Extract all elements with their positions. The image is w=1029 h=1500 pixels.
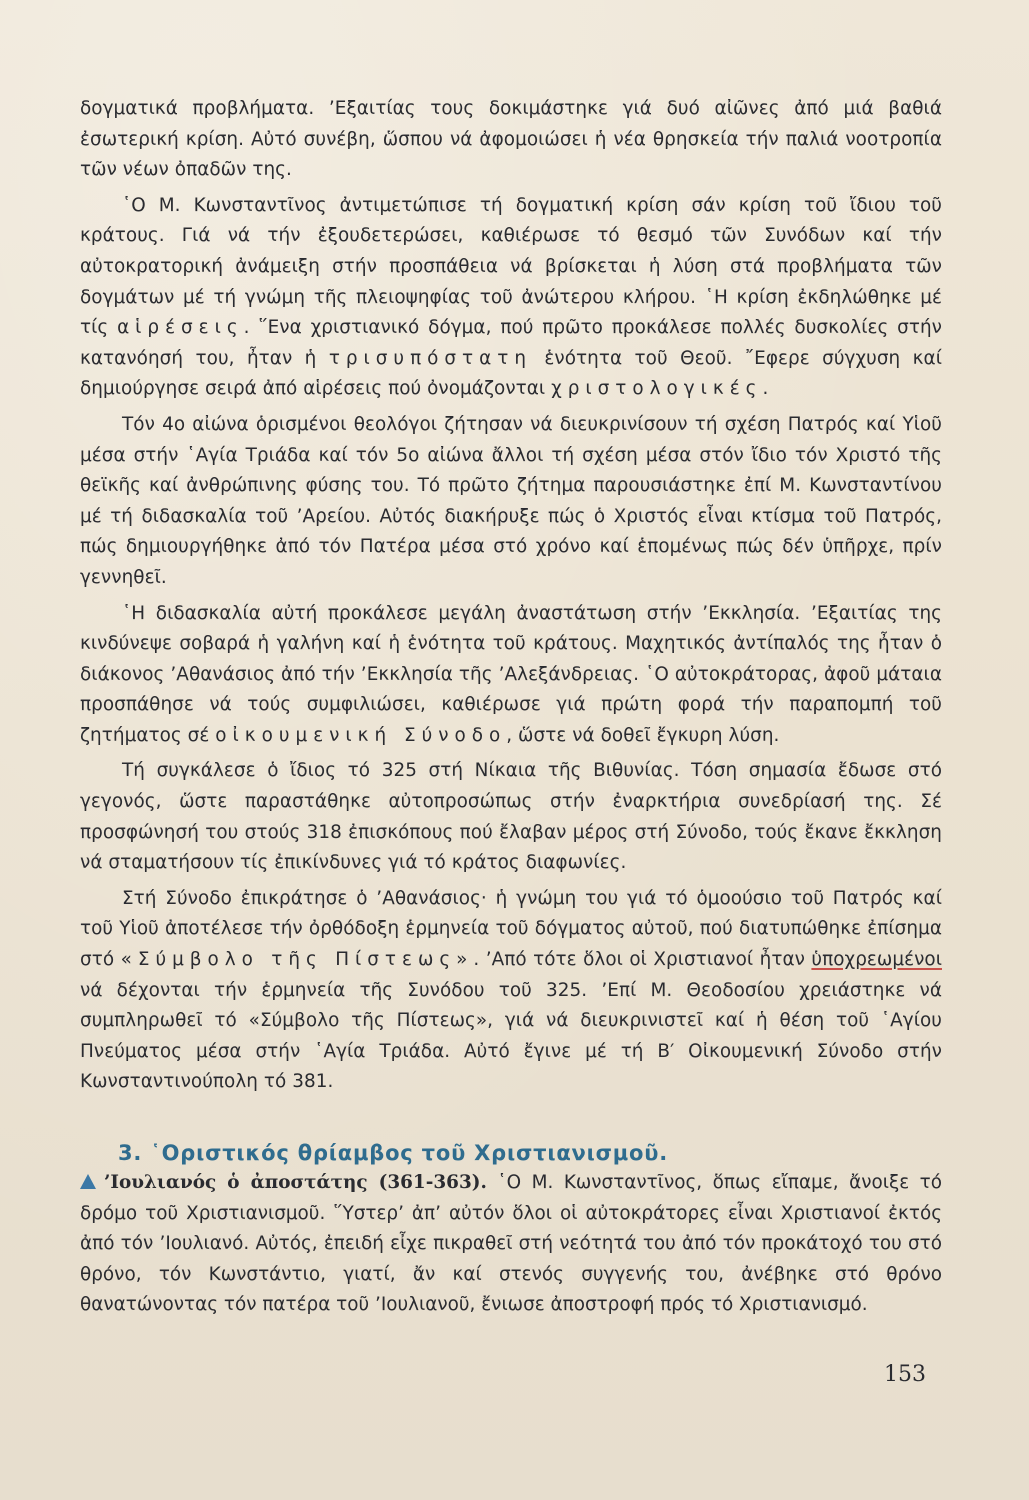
p6-spaced-term-creed: «Σύμβολο τῆς Πίστεως» (120, 949, 474, 971)
p3-text: Τόν 4ο αἰώνα ὁρισμένοι θεολόγοι ζήτησαν νά διευκρινίσουν τή σχέση Πατρός καί Υἱοῦ μέσα στήν ῾Αγία Τριάδα καί τόν 5ο αἰώνα ἄλλοι τή σχέση μέσα στόν ἴδιο τόν Χριστό τῆς θεϊκῆς καί ἀνθρώπινης φύσης του. Τό πρῶτο ζήτημα παρουσιάστηκε ἐπί Μ. Κωνσταντίνου μέ τή διδασκαλία τοῦ ’Αρείου. Αὐτός διακήρυξε πώς ὁ Χριστός εἶναι κτίσμα τοῦ Πατρός, πώς δημιουργήθηκε ἀπό τόν Πατέρα μέσα στό χρόνο καί ἑπομένως πώς δέν ὑπῆρχε, πρίν γεννηθεῖ. (80, 413, 942, 588)
run-in-heading: ’Ιουλιανός ὁ ἀποστάτης (361-363). (104, 1172, 487, 1193)
page-number: 153 (884, 1362, 926, 1387)
paragraph-2 (80, 191, 942, 405)
p5-text: Τή συγκάλεσε ὁ ἴδιος τό 325 στή Νίκαια τῆς Βιθυνίας. Τόση σημασία ἔδωσε στό γεγονός, ὥστε παραστάθηκε αὐτοπροσώπως στήν ἐναρκτήρια συνεδρίασή της. Σέ προσφώνησή του στούς 318 ἐπισκόπους πού ἔλαβαν μέρος στή Σύνοδο, τούς ἔκανε ἔκκληση νά σταματήσουν τίς ἐπικίνδυνες γιά τό κράτος διαφωνίες. (80, 760, 942, 874)
p6-text-1: Στή Σύνοδο ἐπικράτησε ὁ ’Αθανάσιος· ἡ γνώμη του γιά τό ὁμοούσιο τοῦ Πατρός καί τοῦ Υἱοῦ ἀποτέλεσε τήν ὀρθόδοξη ἑρμηνεία τοῦ δόγματος αὐτοῦ, πού διατυπώθηκε ἐπίσημα στό (80, 887, 942, 971)
p6-pen-underlined-word: ὑποχρεωμένοι (811, 949, 942, 971)
paragraph-4 (80, 599, 942, 752)
paragraph-1 (80, 94, 942, 186)
triangle-icon (80, 1174, 96, 1189)
p4-spaced-term-ecumenical-synod: οἰκουμενική Σύνοδο (215, 724, 507, 746)
paragraph-3 (80, 410, 942, 594)
main-text (80, 94, 942, 1103)
p2-spaced-term-trinity: τρισυπόστατη (328, 347, 532, 369)
p4-text-1: ῾Η διδασκαλία αὐτή προκάλεσε μεγάλη ἀναστάτωση στήν ’Εκκλησία. ’Εξαιτίας της κινδύνεψε σοβαρά ἡ γαλήνη καί ἡ ἑνότητα τοῦ κράτους. Μαχητικός ἀντίπαλός της ἦταν ὁ διάκονος ’Αθανάσιος ἀπό τήν ’Εκκλησία τῆς ’Αλεξάνδρειας. ῾Ο αὐτοκράτορας, ἀφοῦ μάταια προσπάθησε νά τούς συμφιλιώσει, καθιέρωσε γιά πρώτη φορά τήν παραπομπή τοῦ ζητήματος σέ (80, 602, 942, 746)
p2-text-1: ῾Ο Μ. Κωνσταντῖνος ἀντιμετώπισε τή δογματική κρίση σάν κρίση τοῦ ἴδιου τοῦ κράτους. Γιά νά τήν ἐξουδετερώσει, καθιέρωσε τό θεσμό τῶν Συνόδων καί τήν αὐτοκρατορική ἀνάμειξη στήν προσπάθεια νά βρίσκεται ἡ λύση στά προβλήματα τῶν δογμάτων μέ τή γνώμη τῆς πλειοψηφίας τοῦ ἀνώτερου κλήρου. ῾Η κρίση ἐκδηλώθηκε μέ τίς (80, 194, 942, 339)
p4-text-2: , ὥστε νά δοθεῖ ἔγκυρη λύση. (506, 724, 780, 746)
section-3-text (80, 1168, 942, 1321)
section-heading: 3. ῾Οριστικός θρίαμβος τοῦ Χριστιανισμοῦ. (118, 1141, 669, 1165)
section-3-paragraph (80, 1168, 942, 1321)
paragraph-5 (80, 756, 942, 878)
p2-text-3: ἑνότητα τοῦ Θεοῦ. ῎Εφερε σύγχυση καί δημιούργησε σειρά ἀπό αἱρέσεις πού ὀνομάζονται (80, 347, 942, 400)
p1-text: δογματικά προβλήματα. ’Εξαιτίας τους δοκιμάστηκε γιά δυό αἰῶνες ἀπό μιά βαθιά ἐσωτερική κρίση. Αὐτό συνέβη, ὥσπου νά ἀφομοιώσει ἡ νέα θρησκεία τήν παλιά νοοτροπία τῶν νέων ὀπαδῶν της. (80, 98, 942, 181)
p2-spaced-term-christological: χριστολογικές (551, 378, 763, 400)
p2-spaced-term-heresies: αἱρέσεις (117, 317, 244, 339)
p2-text-2: . ῞Ενα χριστιανικό δόγμα, πού πρῶτο προκάλεσε πολλές δυσκολίες στήν κατανόησή του, ἦταν ἡ (80, 317, 942, 369)
section-3-body: ῾Ο Μ. Κωνσταντῖνος, ὅπως εἴπαμε, ἄνοιξε τό δρόμο τοῦ Χριστιανισμοῦ. ῞Υστερ’ ἀπ’ αὐτόν ὅλοι οἱ αὐτοκράτορες εἶναι Χριστιανοί ἐκτός ἀπό τόν ’Ιουλιανό. Αὐτός, ἐπειδή εἶχε πικραθεῖ στή νεότητά του ἀπό τόν προκάτοχό του στό θρόνο, τόν Κωνστάντιο, γιατί, ἄν καί στενός συγγενής του, ἀνέβηκε στό θρόνο θανατώνοντας τόν πατέρα τοῦ ’Ιουλιανοῦ, ἔνιωσε ἀποστροφή πρός τό Χριστιανισμό. (80, 1172, 943, 1316)
p6-text-2: . ’Από τότε ὅλοι οἱ Χριστιανοί ἦταν (473, 949, 812, 971)
p6-text-3: νά δέχονται τήν ἑρμηνεία τῆς Συνόδου τοῦ 325. ’Επί Μ. Θεοδοσίου χρειάστηκε νά συμπληρωθεῖ τό «Σύμβολο τῆς Πίστεως», γιά νά διευκρινιστεῖ καί ἡ θέση τοῦ ῾Αγίου Πνεύματος μέσα στήν ῾Αγία Τριάδα. Αὐτό ἔγινε μέ τή Β′ Οἰκουμενική Σύνοδο στήν Κωνσταντινούπολη τό 381. (80, 979, 942, 1093)
paragraph-6 (80, 884, 942, 1098)
p2-text-4: . (762, 378, 769, 400)
